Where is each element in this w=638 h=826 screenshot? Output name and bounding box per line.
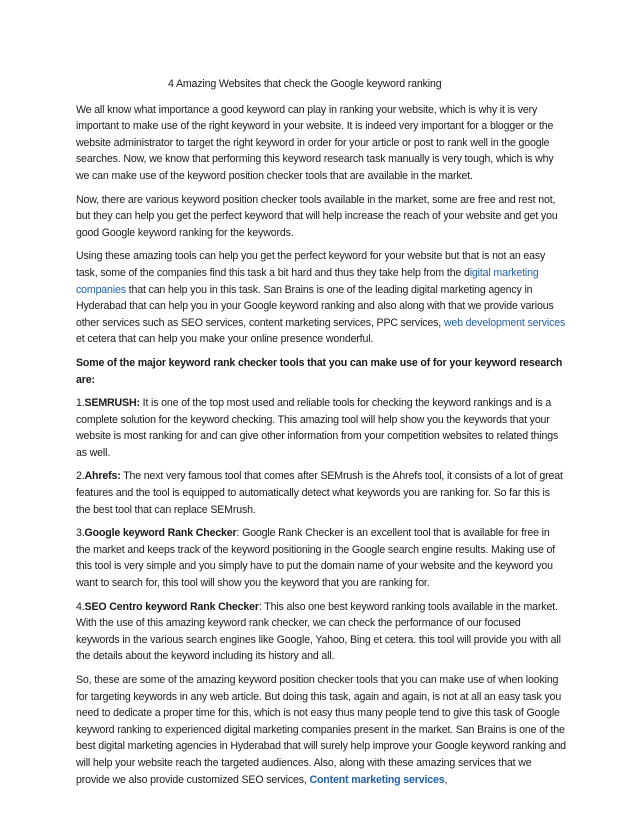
item-number: 2. [76, 470, 85, 483]
item-name: Ahrefs: [84, 470, 121, 483]
item-name: SEO Centro keyword Rank Checker [84, 600, 259, 613]
paragraph-conclusion [76, 672, 566, 788]
page-title: 4 Amazing Websites that check the Google keyword ranking [168, 78, 442, 90]
text-segment: et cetera that can help you make your online presence wonderful. [76, 333, 374, 346]
item-number: 1. [76, 397, 85, 410]
text-segment: Using these amazing tools can help you get the perfect keyword for your website but that is not an easy task, some of the companies find this task a bit hard and thus they take help from the d [76, 250, 546, 279]
item-name: SEMRUSH: [84, 397, 140, 410]
digital-marketing-companies-link[interactable]: igital marketing companies [76, 266, 539, 296]
item-number: 3. [76, 527, 85, 540]
item-name: Google keyword Rank Checker [84, 527, 237, 540]
web-development-services-link[interactable]: web development services [443, 316, 566, 329]
item-number: 4. [76, 600, 85, 613]
text-segment: , [444, 773, 448, 786]
list-item-semrush [76, 395, 566, 461]
item-text: It is one of the top most used and reliable tools for checking the keyword rankings and is a complete solution for the keyword checking. This amazing tool will help show you the keywords that your website is most ranking for and can give other information from your competition websites to related things as well. [76, 397, 559, 459]
item-text: The next very famous tool that comes after SEMrush is the Ahrefs tool, it consists of a lot of great features and the tool is equipped to automatically detect what keywords you are ranking for. So far this is the best tool that can replace SEMrush. [76, 470, 563, 516]
list-item-seo-centro [76, 599, 566, 665]
text-segment: that can help you in this task. San Brains is one of the leading digital marketing agency in Hyderabad that can help you in your Google keyword ranking and also along with that we provide various other services such as SEO services, content marketing services, PPC services, [76, 283, 554, 329]
paragraph-intro: We all know what importance a good keyword can play in ranking your website, which is why it is very important to make use of the right keyword in your website. It is indeed very important for a blogger or the website administrator to target the right keyword in order for your article or post to rank well in the google searches. Now, we know that performing this keyword research task manually is very tough, which is why we can make use of the keyword position checker tools that are available in the market. [76, 103, 554, 182]
list-item-ahrefs [76, 468, 566, 518]
item-text: : This also one best keyword ranking tools available in the market. With the use of this amazing keyword rank checker, we can check the performance of our focused keywords in the various search engines like Google, Yahoo, Bing et cetera. this tool will provide you with all the details about the keyword including its history and all. [76, 600, 561, 663]
content-marketing-services-link[interactable]: Content marketing services [309, 773, 445, 786]
list-item-google-rank-checker [76, 525, 566, 591]
paragraph-tools-overview: Now, there are various keyword position checker tools available in the market, some are free and rest not, but they can help you get the perfect keyword that will help increase the reach of your website and get you good Google keyword ranking for the keywords. [76, 193, 558, 239]
paragraph-san-brains [76, 248, 566, 348]
section-heading [76, 355, 566, 388]
item-text: : Google Rank Checker is an excellent tool that is available for free in the market and keeps track of the keyword positioning in the Google search engine results. Making use of this tool is very simple and you simply have to put the domain name of your website and the keyword you want to search for, this tool will show you the keyword that you are ranking for. [76, 527, 556, 590]
heading-text: Some of the major keyword rank checker tools that you can make use of for your keyword research are: [76, 356, 563, 386]
text-segment: So, these are some of the amazing keyword position checker tools that you can make use of when looking for targeting keywords in any web article. But doing this task, again and again, is not at all an easy task you need to dedicate a proper time for this, which is not easy thus many people tend to give this task of Google keyword ranking to experienced digital marketing companies present in the market. San Brains is one of the best digital marketing agencies in Hyderabad that will surely help improve your Google keyword ranking and will help your website reach the targeted audiences. Also, along with these amazing services that we provide we also provide customized SEO services, [76, 674, 566, 786]
